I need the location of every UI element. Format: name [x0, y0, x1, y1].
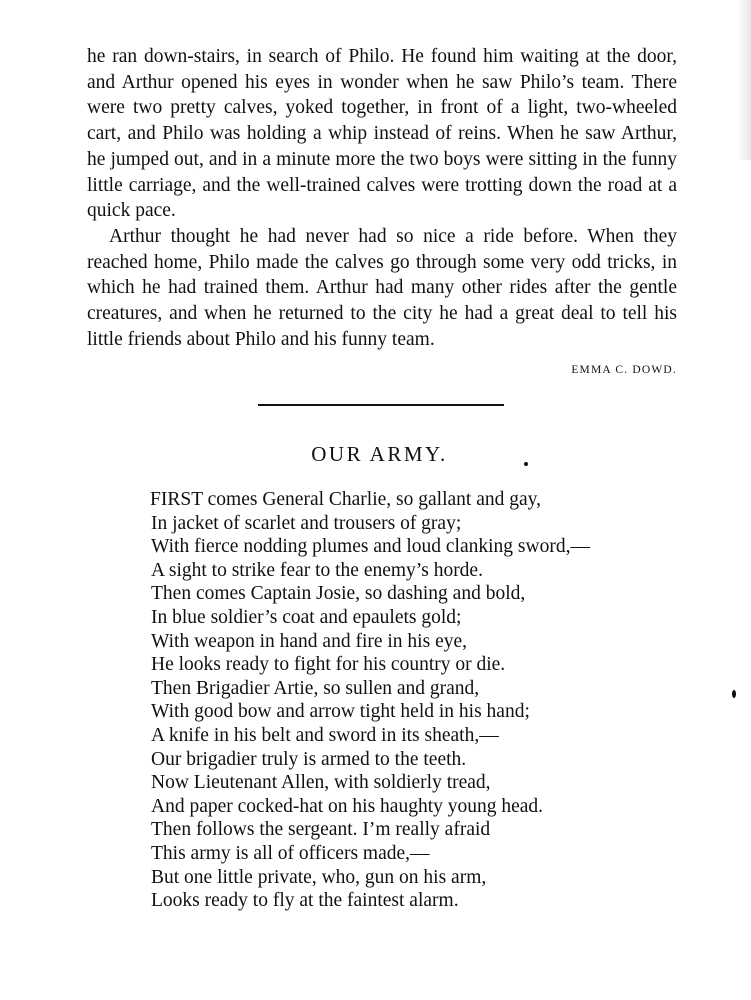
story-text — [87, 44, 677, 352]
poem-line: With weapon in hand and fire in his eye, — [151, 630, 467, 652]
poem-line: With fierce nodding plumes and loud clanking sword,— — [151, 536, 590, 558]
page-edge-shadow — [737, 0, 751, 160]
poem-line: In jacket of scarlet and trousers of gray; — [151, 512, 462, 534]
ink-speck — [524, 462, 528, 466]
poem-line: But one little private, who, gun on his arm, — [151, 866, 487, 888]
poem-line: A sight to strike fear to the enemy’s horde. — [151, 559, 483, 581]
poem-line: A knife in his belt and sword in its sheath,— — [151, 724, 499, 746]
poem-line: This army is all of officers made,— — [151, 842, 430, 864]
author-signature: EMMA C. DOWD. — [571, 364, 677, 376]
story-paragraph: Arthur thought he had never had so nice a ride before. When they reached home, Philo made the calves go through some very odd tricks, in which he had trained them. Arthur had many other rides after the gentle creatures, and when he returned to the city he had a great deal to tell his little friends about Philo and his funny team. — [87, 225, 677, 350]
poem-line: And paper cocked-hat on his haughty young head. — [151, 795, 544, 817]
poem-line: Then follows the sergeant. I’m really afraid — [151, 819, 491, 841]
poem-line: In blue soldier’s coat and epaulets gold; — [151, 606, 462, 628]
poem-body — [150, 488, 690, 913]
poem-line: FIRST comes General Charlie, so gallant and gay, — [150, 489, 541, 510]
poem-title: OUR ARMY. — [311, 442, 448, 466]
story-paragraph: he ran down-stairs, in search of Philo. He found him waiting at the door, and Arthur opened his eyes in wonder when he saw Philo’s team. There were two pretty calves, yoked together, in front of a light, two-wheeled cart, and Philo was holding a whip instead of reins. When he saw Arthur, he jumped out, and in a minute more the two boys were sitting in the funny little carriage, and the well-trained calves were trotting down the road at a quick pace. — [87, 46, 677, 222]
poem-line: With good bow and arrow tight held in his hand; — [151, 701, 530, 723]
ink-speck — [732, 690, 736, 698]
section-divider — [258, 404, 504, 406]
poem-line: Looks ready to fly at the faintest alarm. — [151, 890, 459, 912]
poem-line: Then Brigadier Artie, so sullen and grand, — [151, 677, 480, 699]
poem-line: Then comes Captain Josie, so dashing and bold, — [151, 583, 526, 605]
poem-line: Our brigadier truly is armed to the teeth. — [151, 748, 467, 770]
poem-line: He looks ready to fight for his country or die. — [151, 654, 506, 676]
poem-line: Now Lieutenant Allen, with soldierly tread, — [151, 772, 491, 794]
